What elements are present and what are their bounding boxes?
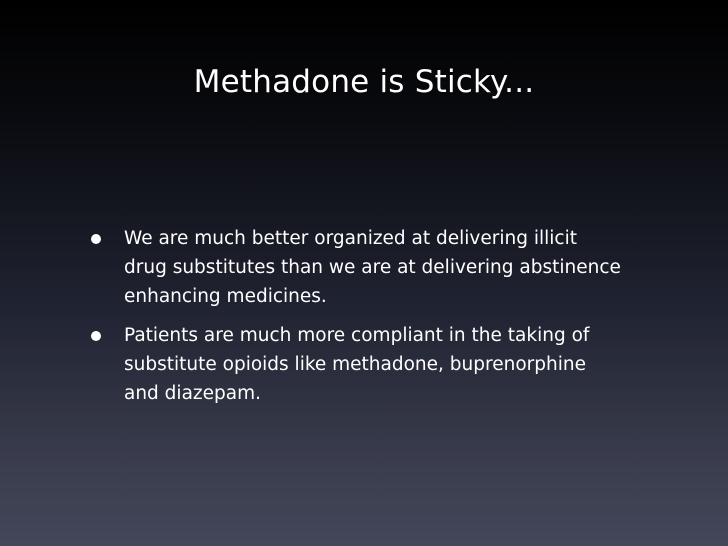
bullet-list [88,224,688,418]
slide-title-text: Methadone is Sticky... [193,64,535,100]
bullet-line: substitute opioids like methadone, buprenorphine [124,354,586,375]
bullet-line: Patients are much more compliant in the taking of [124,325,590,346]
bullet-dot-icon [91,234,101,244]
bullet-line: enhancing medicines. [124,286,327,307]
bullet-line: and diazepam. [124,383,261,404]
bullet-line: drug substitutes than we are at delivering abstinence [124,257,621,278]
bullet-line: We are much better organized at delivering illicit [124,228,577,249]
slide-title [0,62,728,102]
bullet-item [88,321,688,408]
bullet-dot-icon [91,331,101,341]
bullet-item [88,224,688,311]
